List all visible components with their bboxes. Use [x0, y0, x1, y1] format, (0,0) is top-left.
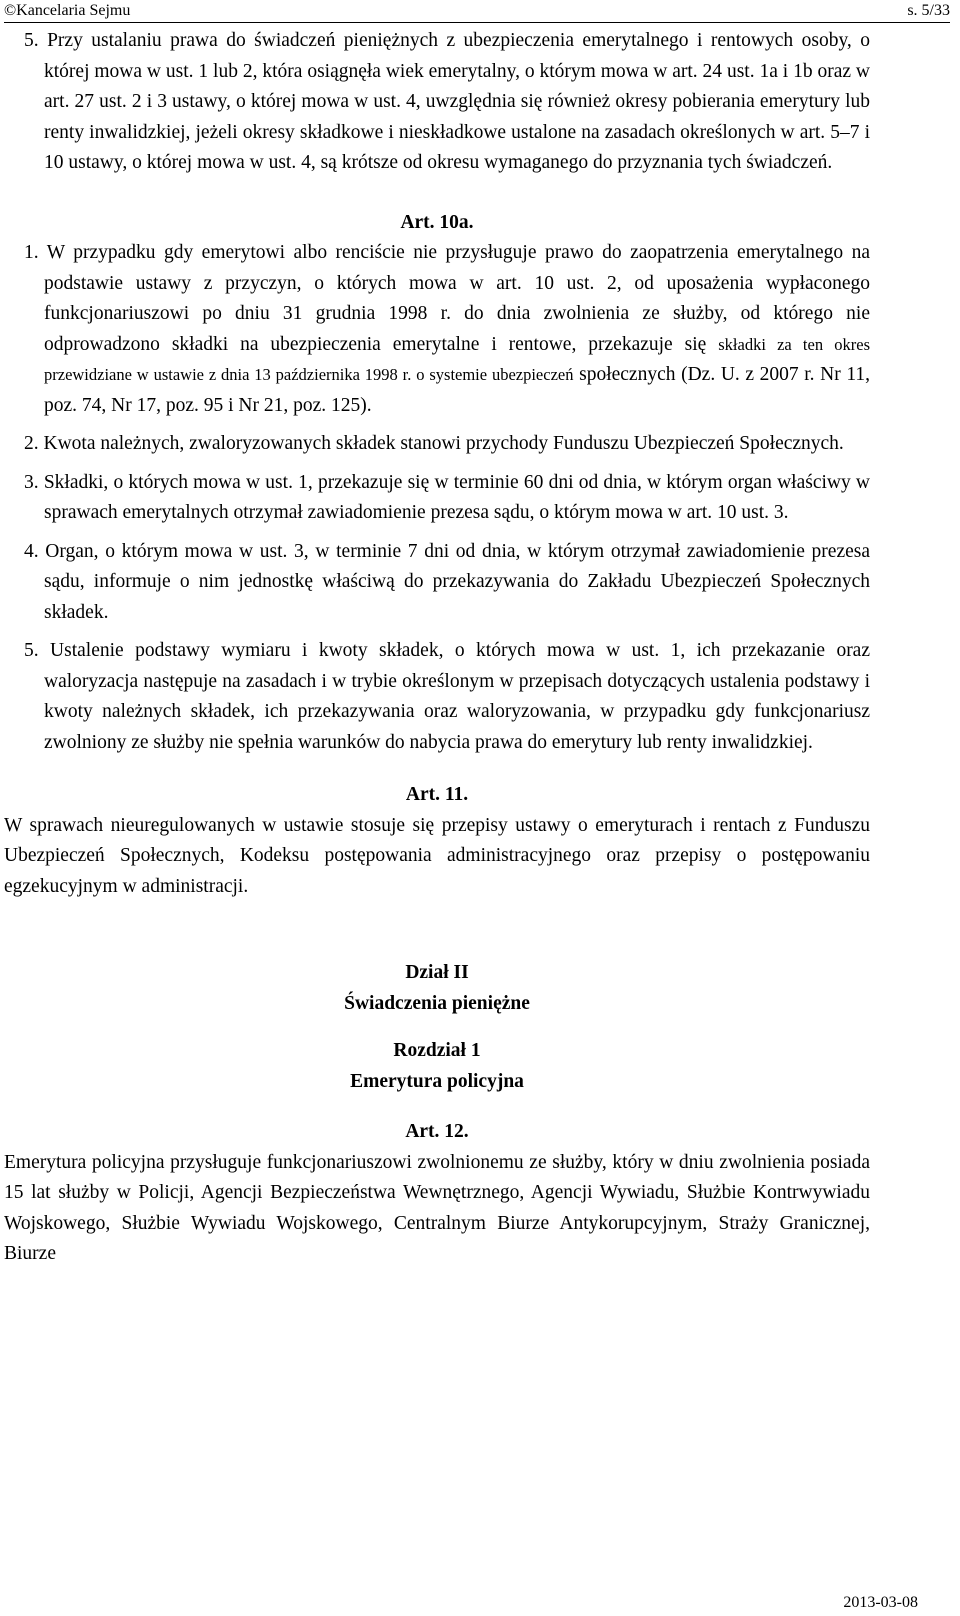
- article-11-text: W sprawach nieuregulowanych w ustawie stosuje się przepisy ustawy o emeryturach i rentach z Funduszu Ubezpieczeń Społecznych, Kodeksu postępowania administracyjnego oraz przepisy o postępowaniu egzekucyjnym w administracji.: [4, 814, 870, 897]
- footer-date: 2013-03-08: [843, 1594, 918, 1611]
- art10a-paragraph-5: 5. Ustalenie podstawy wymiaru i kwoty składek, o których mowa w ust. 1, ich przekazanie oraz waloryzacja następuje na zasadach i w trybie określonym w przepisach dotyczących ustalenia podstawy i kwoty należnych składek, ich przekazywania oraz waloryzowania, w przypadku gdy funkcjonariusz zwolniony ze służby nie spełnia warunków do nabycia prawa do emerytury lub renty inwalidzkiej.: [24, 640, 870, 753]
- article-12-title: Art. 12.: [405, 1121, 469, 1142]
- art10a-paragraph-2: 2. Kwota należnych, zwaloryzowanych składek stanowi przychody Funduszu Ubezpieczeń Społecznych.: [24, 433, 844, 454]
- dzial-subtitle: Świadczenia pieniężne: [344, 992, 530, 1014]
- header-page-number: s. 5/33: [907, 2, 950, 19]
- art10a-p1-part-b: składki za ten okres przewidziane w ustawie z dnia 13 października 1998 r. o systemie ubezpieczeń: [44, 334, 871, 384]
- article-12-text: Emerytura policyjna przysługuje funkcjonariuszowi zwolnionemu ze służby, który w dniu zwolnienia posiada 15 lat służby w Policji, Agencji Bezpieczeństwa Wewnętrznego, Agencji Wywiadu, Służbie Kontrwywiadu Wojskowego, Służbie Wywiadu Wojskowego, Centralnym Biurze Antykorupcyjnym, Straży Granicznej, Biurze: [4, 1151, 870, 1264]
- article-11-title: Art. 11.: [405, 784, 469, 805]
- document-body: [4, 26, 870, 1270]
- page-header: [4, 0, 950, 23]
- rozdzial-subtitle: Emerytura policyjna: [350, 1070, 524, 1092]
- paragraph-5: 5. Przy ustalaniu prawa do świadczeń pieniężnych z ubezpieczenia emerytalnego i rentowych osoby, o której mowa w ust. 1 lub 2, która osiągnęła wiek emerytalny, o którym mowa w art. 24 ust. 1a i 1b oraz w art. 27 ust. 2 i 3 ustawy, o której mowa w ust. 4, uwzględnia się również okresy pobierania emerytury lub renty inwalidzkiej, jeżeli okresy składkowe i nieskładkowe ustalone na zasadach określonych w art. 5–7 i 10 ustawy, o której mowa w ust. 4, są krótsze od okresu wymaganego do przyznania tych świadczeń.: [24, 30, 870, 173]
- art10a-paragraph-1: [4, 238, 870, 421]
- header-source: ©Kancelaria Sejmu: [4, 2, 131, 19]
- article-10a-title: Art. 10a.: [400, 211, 474, 233]
- art10a-p1-part-c: społecznych (Dz. U. z 2007 r. Nr 11, poz. 74, Nr 17, poz. 95 i Nr 21, poz. 125).: [44, 364, 871, 416]
- art10a-p1-part-a: 1. W przypadku gdy emerytowi albo renciście nie przysługuje prawo do zaopatrzenia emerytalnego na podstawie ustawy z przyczyn, o których mowa w art. 10 ust. 2, od uposażenia wypłaconego funkcjonariuszowi po dniu 31 grudnia 1998 r. do dnia zwolnienia ze służby, od którego nie odprowadzono składki na ubezpieczenia emerytalne i rentowe, przekazuje się: [24, 242, 870, 355]
- rozdzial-title: Rozdział 1: [393, 1040, 481, 1061]
- art10a-paragraph-4: 4. Organ, o którym mowa w ust. 3, w terminie 7 dni od dnia, w którym otrzymał zawiadomienie prezesa sądu, informuje o nim jednostkę właściwą do przekazywania do Zakładu Ubezpieczeń Społecznych składek.: [24, 540, 870, 623]
- dzial-title: Dział II: [405, 962, 469, 983]
- art10a-paragraph-3: 3. Składki, o których mowa w ust. 1, przekazuje się w terminie 60 dni od dnia, w którym organ właściwy w sprawach emerytalnych otrzymał zawiadomienie prezesa sądu, o którym mowa w art. 10 ust. 3.: [24, 471, 870, 523]
